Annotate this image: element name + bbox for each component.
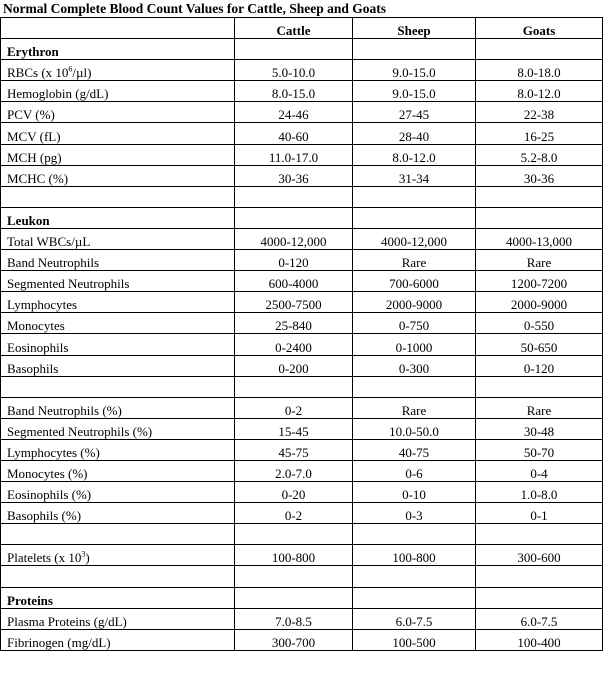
value-cell: Rare — [353, 250, 476, 271]
section-row-proteins — [1, 587, 603, 608]
empty-cell — [353, 39, 476, 60]
row-label-rbcs — [1, 60, 235, 81]
table-row — [1, 397, 603, 418]
value-cell: 4000-12,000 — [235, 228, 353, 249]
platelets-label-prefix: Platelets (x 10 — [7, 550, 82, 566]
rbcs-label-suffix: /µl) — [72, 65, 92, 81]
value-cell: 28-40 — [353, 123, 476, 144]
row-label: Segmented Neutrophils (%) — [1, 418, 235, 439]
value-cell: 30-48 — [476, 418, 603, 439]
empty-cell — [1, 566, 235, 587]
empty-cell — [476, 524, 603, 545]
value-cell: 0-6 — [353, 460, 476, 481]
spacer-row — [1, 376, 603, 397]
row-label: Band Neutrophils (%) — [1, 397, 235, 418]
row-label: MCH (pg) — [1, 144, 235, 165]
table-row — [1, 608, 603, 629]
table-row — [1, 439, 603, 460]
table-row — [1, 545, 603, 566]
empty-cell — [353, 587, 476, 608]
table-row — [1, 418, 603, 439]
value-cell: Rare — [476, 397, 603, 418]
value-cell: 100-800 — [353, 545, 476, 566]
table-title: Normal Complete Blood Count Values for Cattle, Sheep and Goats — [3, 1, 387, 16]
row-label: Segmented Neutrophils — [1, 271, 235, 292]
empty-cell — [235, 39, 353, 60]
value-cell: 0-120 — [235, 250, 353, 271]
table-row — [1, 460, 603, 481]
empty-cell — [353, 376, 476, 397]
empty-cell — [235, 587, 353, 608]
empty-cell — [1, 376, 235, 397]
value-cell: 30-36 — [235, 165, 353, 186]
value-cell: 16-25 — [476, 123, 603, 144]
empty-cell — [353, 524, 476, 545]
empty-cell — [476, 39, 603, 60]
empty-cell — [1, 524, 235, 545]
row-label: Monocytes (%) — [1, 460, 235, 481]
row-label: Basophils (%) — [1, 503, 235, 524]
row-label: MCHC (%) — [1, 165, 235, 186]
value-cell: 2000-9000 — [353, 292, 476, 313]
empty-cell — [235, 207, 353, 228]
table-row — [1, 165, 603, 186]
row-label: Basophils — [1, 355, 235, 376]
value-cell: 2.0-7.0 — [235, 460, 353, 481]
empty-cell — [476, 186, 603, 207]
value-cell: 1200-7200 — [476, 271, 603, 292]
value-cell: 8.0-12.0 — [476, 81, 603, 102]
value-cell: 0-300 — [353, 355, 476, 376]
row-label: PCV (%) — [1, 102, 235, 123]
value-cell: 0-550 — [476, 313, 603, 334]
value-cell: 8.0-15.0 — [235, 81, 353, 102]
value-cell: 0-3 — [353, 503, 476, 524]
column-header-goats: Goats — [476, 18, 603, 39]
value-cell: 30-36 — [476, 165, 603, 186]
value-cell: 11.0-17.0 — [235, 144, 353, 165]
value-cell: 0-1 — [476, 503, 603, 524]
table-row — [1, 503, 603, 524]
empty-cell — [1, 186, 235, 207]
value-cell: 7.0-8.5 — [235, 608, 353, 629]
cbc-values-table — [0, 17, 603, 651]
row-label: Fibrinogen (mg/dL) — [1, 629, 235, 650]
header-blank-cell — [1, 18, 235, 39]
value-cell: 50-70 — [476, 439, 603, 460]
value-cell: 45-75 — [235, 439, 353, 460]
table-row — [1, 60, 603, 81]
value-cell: 40-75 — [353, 439, 476, 460]
empty-cell — [235, 566, 353, 587]
section-heading-erythron: Erythron — [1, 39, 235, 60]
empty-cell — [235, 376, 353, 397]
value-cell: 8.0-18.0 — [476, 60, 603, 81]
row-label: Lymphocytes — [1, 292, 235, 313]
platelets-label-exponent: 3 — [81, 550, 86, 560]
value-cell: 0-750 — [353, 313, 476, 334]
value-cell: 9.0-15.0 — [353, 81, 476, 102]
table-row — [1, 629, 603, 650]
empty-cell — [353, 566, 476, 587]
spacer-row — [1, 566, 603, 587]
row-label: Plasma Proteins (g/dL) — [1, 608, 235, 629]
value-cell: 100-500 — [353, 629, 476, 650]
value-cell: 0-2400 — [235, 334, 353, 355]
row-label: Lymphocytes (%) — [1, 439, 235, 460]
value-cell: 31-34 — [353, 165, 476, 186]
section-row-leukon — [1, 207, 603, 228]
empty-cell — [476, 566, 603, 587]
value-cell: 100-400 — [476, 629, 603, 650]
section-heading-leukon: Leukon — [1, 207, 235, 228]
value-cell: 600-4000 — [235, 271, 353, 292]
empty-cell — [235, 524, 353, 545]
row-label: Monocytes — [1, 313, 235, 334]
row-label: MCV (fL) — [1, 123, 235, 144]
table-row — [1, 482, 603, 503]
empty-cell — [353, 186, 476, 207]
table-row — [1, 102, 603, 123]
value-cell: 50-650 — [476, 334, 603, 355]
value-cell: 0-2 — [235, 503, 353, 524]
value-cell: 0-10 — [353, 482, 476, 503]
table-row — [1, 334, 603, 355]
empty-cell — [476, 207, 603, 228]
empty-cell — [353, 207, 476, 228]
value-cell: 9.0-15.0 — [353, 60, 476, 81]
value-cell: 0-2 — [235, 397, 353, 418]
value-cell: 4000-12,000 — [353, 228, 476, 249]
table-row — [1, 292, 603, 313]
table-row — [1, 144, 603, 165]
table-row — [1, 313, 603, 334]
row-label: Total WBCs/µL — [1, 228, 235, 249]
value-cell: 10.0-50.0 — [353, 418, 476, 439]
empty-cell — [476, 587, 603, 608]
row-label: Eosinophils (%) — [1, 482, 235, 503]
row-label-platelets — [1, 545, 235, 566]
value-cell: 6.0-7.5 — [476, 608, 603, 629]
value-cell: 300-700 — [235, 629, 353, 650]
value-cell: 22-38 — [476, 102, 603, 123]
value-cell: 40-60 — [235, 123, 353, 144]
value-cell: 2000-9000 — [476, 292, 603, 313]
column-header-cattle: Cattle — [235, 18, 353, 39]
value-cell: 0-200 — [235, 355, 353, 376]
table-row — [1, 123, 603, 144]
section-heading-proteins: Proteins — [1, 587, 235, 608]
value-cell: Rare — [476, 250, 603, 271]
value-cell: 6.0-7.5 — [353, 608, 476, 629]
empty-cell — [235, 186, 353, 207]
table-row — [1, 81, 603, 102]
value-cell: 0-1000 — [353, 334, 476, 355]
column-header-sheep: Sheep — [353, 18, 476, 39]
value-cell: 0-120 — [476, 355, 603, 376]
value-cell: 24-46 — [235, 102, 353, 123]
rbcs-label-prefix: RBCs (x 10 — [7, 65, 69, 81]
rbcs-label-exponent: 6 — [68, 64, 73, 74]
value-cell: 5.0-10.0 — [235, 60, 353, 81]
table-row — [1, 228, 603, 249]
value-cell: 15-45 — [235, 418, 353, 439]
value-cell: 8.0-12.0 — [353, 144, 476, 165]
row-label: Hemoglobin (g/dL) — [1, 81, 235, 102]
value-cell: 4000-13,000 — [476, 228, 603, 249]
section-row-erythron — [1, 39, 603, 60]
value-cell: 25-840 — [235, 313, 353, 334]
empty-cell — [476, 376, 603, 397]
value-cell: 27-45 — [353, 102, 476, 123]
value-cell: 700-6000 — [353, 271, 476, 292]
value-cell: 0-4 — [476, 460, 603, 481]
spacer-row — [1, 524, 603, 545]
value-cell: 5.2-8.0 — [476, 144, 603, 165]
value-cell: 100-800 — [235, 545, 353, 566]
spacer-row — [1, 186, 603, 207]
value-cell: Rare — [353, 397, 476, 418]
value-cell: 300-600 — [476, 545, 603, 566]
header-row — [1, 18, 603, 39]
platelets-label-suffix: ) — [85, 550, 90, 566]
table-row — [1, 250, 603, 271]
value-cell: 1.0-8.0 — [476, 482, 603, 503]
row-label: Band Neutrophils — [1, 250, 235, 271]
table-row — [1, 271, 603, 292]
table-row — [1, 355, 603, 376]
value-cell: 2500-7500 — [235, 292, 353, 313]
row-label: Eosinophils — [1, 334, 235, 355]
value-cell: 0-20 — [235, 482, 353, 503]
